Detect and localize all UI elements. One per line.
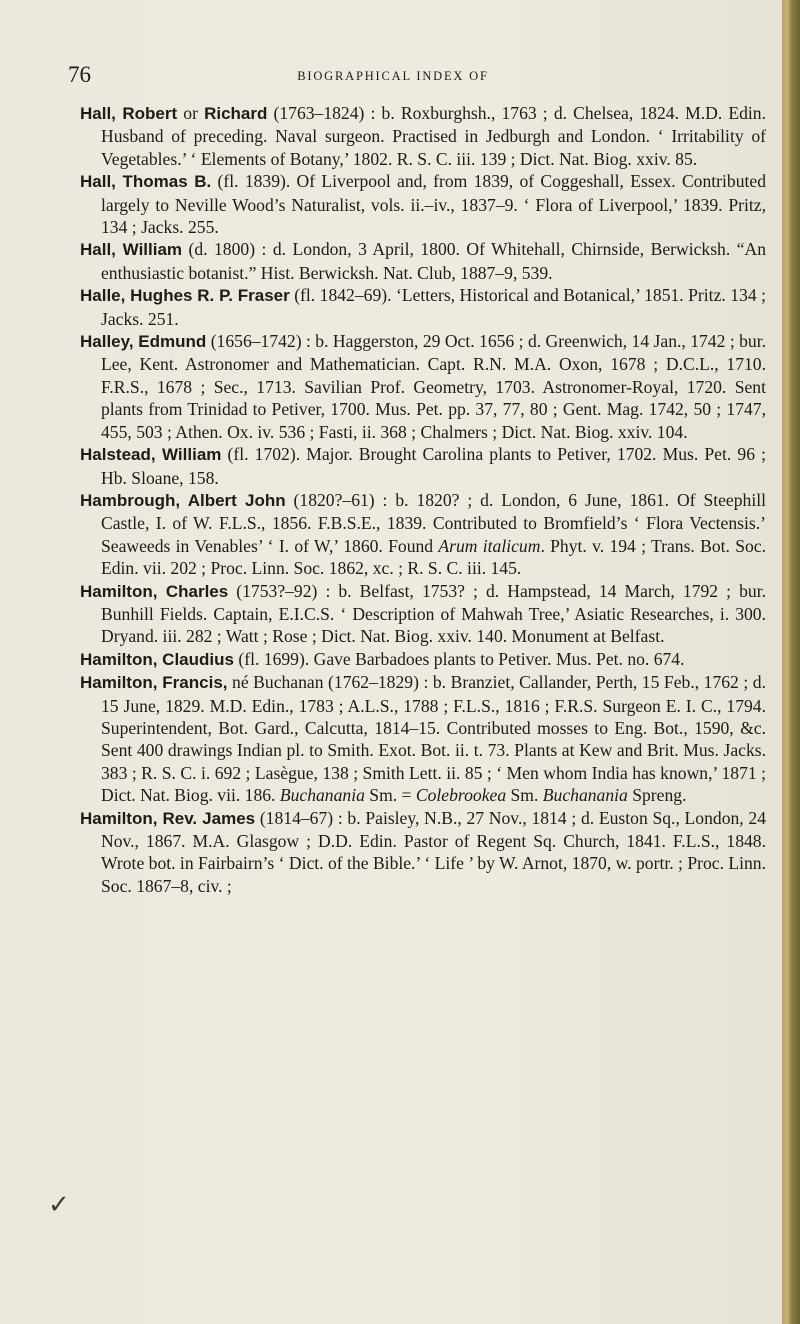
index-entries (80, 102, 766, 897)
entry-text: (fl. 1842–69). ‘Letters, Historical and Botanical,’ 1851. Pritz. 134 ; Jacks. 251. (101, 285, 766, 329)
entry-text: (1814–67) : b. Paisley, N.B., 27 Nov., 1814 ; d. Euston Sq., London, 24 Nov., 1867. M.A. Glasgow ; D.D. Edin. Pastor of Regent Sq. Church, 1841. F.L.S., 1848. Wrote bot. in Fairbairn’s ‘ Dict. of the Bible.’ ‘ Life ’ by W. Arnot, 1870, w. portr. ; Proc. Linn. Soc. 1867–8, civ. ; (101, 807, 766, 896)
entry-name: Hamilton, Rev. James (80, 808, 256, 828)
entry-name-alt: Richard (204, 104, 268, 123)
entry-text: (fl. 1839). Of Liverpool and, from 1839, of Coggeshall, Essex. Contributed largely to Neville Wood’s Naturalist, vols. ii.–iv., 1837–9. ‘ Flora of Liverpool,’ 1839. Pritz, 134 ; Jacks. 255. (101, 171, 766, 238)
entry-hall-robert (80, 102, 766, 170)
entry-name-joiner: or (177, 103, 205, 123)
entry-italic-2: Colebrookea (415, 785, 507, 806)
entry-text-cont: Sm. = (364, 785, 416, 806)
entry-hall-thomas (80, 170, 766, 238)
entry-name: Hamilton, Charles (80, 581, 229, 601)
entry-halle-hughes (80, 284, 766, 330)
entry-text-cont-2: Sm. (506, 785, 543, 806)
running-title: BIOGRAPHICAL INDEX OF (297, 69, 489, 83)
page-header (68, 62, 768, 90)
entry-name: Hambrough, Albert John (80, 490, 286, 510)
entry-text: (1753?–92) : b. Belfast, 1753? ; d. Hampstead, 14 March, 1792 ; bur. Bunhill Fields. Captain, E.I.C.S. ‘ Description of Mahwah Tree,’ Asiatic Researches, i. 300. Dryand. iii. 282 ; Watt ; Rose ; Dict. Nat. Biog. xxiv. 140. Monument at Belfast. (101, 580, 766, 647)
entry-text-cont-3: Spreng. (627, 785, 687, 806)
entry-name: Halle, Hughes R. P. Fraser (80, 286, 290, 306)
entry-text: (d. 1800) : d. London, 3 April, 1800. Of Whitehall, Chirnside, Berwicksh. “An enthusiastic botanist.” Hist. Berwicksh. Nat. Club, 1887–9, 539. (101, 239, 766, 283)
entry-hamilton-james (80, 807, 766, 898)
entry-text-cont: . Phyt. v. 194 ; Trans. Bot. Soc. Edin. vii. 202 ; Proc. Linn. Soc. 1862, xc. ; R. S. C. iii. 145. (101, 535, 767, 579)
entry-italic: Arum italicum (438, 535, 541, 556)
entry-italic: Buchanania (279, 785, 365, 806)
entry-text: né Buchanan (1762–1829) : b. Branziet, Callander, Perth, 15 Feb., 1762 ; d. 15 June, 1829. M.D. Edin., 1783 ; A.L.S., 1788 ; F.L.S., 1816 ; F.R.S. Surgeon E. I. C., 1794. Superintendent, Bot. Gard., Calcutta, 1814–15. Contributed mosses to Eng. Bot., 1590, &c. Sent 400 drawings Indian pl. to Smith. Exot. Bot. ii. t. 73. Plants at Kew and Brit. Mus. Jacks. 383 ; R. S. C. i. 692 ; Lasègue, 138 ; Smith Lett. ii. 85 ; ‘ Men whom India has known,’ 1871 ; Dict. Nat. Biog. vii. 186. (101, 672, 766, 806)
book-edge (782, 0, 800, 1324)
entry-name: Halley, Edmund (80, 332, 207, 352)
entry-hamilton-charles (80, 580, 766, 648)
entry-hamilton-claudius (80, 648, 766, 671)
entry-name: Halstead, William (80, 445, 222, 465)
entry-hall-william (80, 238, 766, 284)
entry-halstead-william (80, 443, 766, 489)
entry-halley-edmund (80, 330, 766, 443)
margin-tick-mark: ✓ (48, 1190, 70, 1219)
entry-name: Hall, Thomas B. (80, 172, 212, 192)
entry-text: (1820?–61) : b. 1820? ; d. London, 6 June, 1861. Of Steephill Castle, I. of W. F.L.S., 1856. F.B.S.E., 1839. Contributed to Bromfield’s ‘ Flora Vectensis.’ Seaweeds in Venables’ ‘ I. of W,’ 1860. Found (101, 489, 766, 556)
entry-name: Hall, William (80, 240, 183, 260)
entry-text: (fl. 1699). Gave Barbadoes plants to Petiver. Mus. Pet. no. 674. (233, 648, 685, 669)
entry-italic-3: Buchanania (542, 785, 628, 806)
entry-name: Hall, Robert (80, 104, 178, 123)
entry-hamilton-francis (80, 671, 766, 806)
page-number: 76 (68, 62, 91, 87)
entry-text: (1656–1742) : b. Haggerston, 29 Oct. 1656 ; d. Greenwich, 14 Jan., 1742 ; bur. Lee, Kent. Astronomer and Mathematician. Capt. R.N. M.A. Oxon, 1678 ; D.C.L., 1710. F.R.S., 1678 ; Sec., 1713. Savilian Prof. Geometry, 1703. Astronomer-Royal, 1720. Sent plants from Trinidad to Petiver, 1700. Mus. Pet. pp. 37, 77, 80 ; Gent. Mag. 1742, 50 ; 1747, 455, 503 ; Athen. Ox. iv. 536 ; Fasti, ii. 368 ; Chalmers ; Dict. Nat. Biog. xxiv. 104. (101, 331, 766, 442)
entry-name: Hamilton, Claudius (80, 649, 234, 669)
entry-text: (1763–1824) : b. Roxburghsh., 1763 ; d. Chelsea, 1824. M.D. Edin. Husband of preceding. Naval surgeon. Practised in Jedburgh and London. ‘ Irritability of Vegetables.’ ‘ Elements of Botany,’ 1802. R. S. C. iii. 139 ; Dict. Nat. Biog. xxiv. 85. (101, 103, 767, 169)
entry-text: (fl. 1702). Major. Brought Carolina plants to Petiver, 1702. Mus. Pet. 96 ; Hb. Sloane, 158. (101, 444, 766, 488)
entry-name: Hamilton, Francis, (80, 673, 228, 693)
entry-hambrough-albert (80, 489, 766, 580)
